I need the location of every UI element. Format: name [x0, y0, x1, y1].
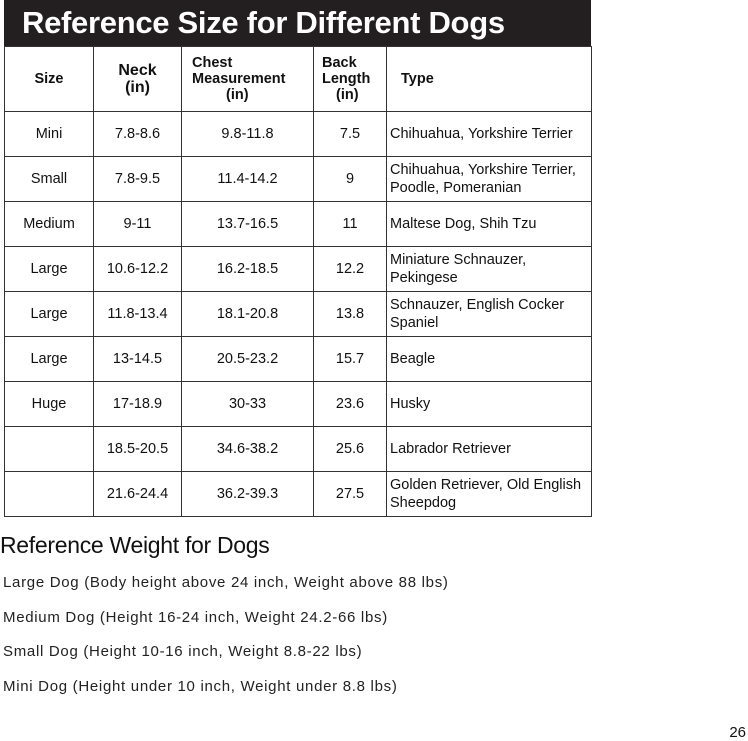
- cell-back: 7.5: [314, 112, 387, 157]
- cell-back: 11: [314, 202, 387, 247]
- cell-type: Miniature Schnauzer, Pekingese: [387, 247, 592, 292]
- cell-type: Maltese Dog, Shih Tzu: [387, 202, 592, 247]
- cell-neck: 13-14.5: [94, 337, 182, 382]
- cell-back: 27.5: [314, 472, 387, 517]
- table-header-row: [5, 47, 592, 112]
- table-row: [5, 382, 592, 427]
- cell-back: 25.6: [314, 427, 387, 472]
- cell-chest: 16.2-18.5: [182, 247, 314, 292]
- cell-size: Huge: [5, 382, 94, 427]
- header-back: Back Length (in): [314, 47, 387, 112]
- cell-type: Golden Retriever, Old English Sheepdog: [387, 472, 592, 517]
- cell-type: Chihuahua, Yorkshire Terrier, Poodle, Pomeranian: [387, 157, 592, 202]
- cell-type: Schnauzer, English Cocker Spaniel: [387, 292, 592, 337]
- weight-section-title: Reference Weight for Dogs: [0, 532, 270, 558]
- cell-neck: 9-11: [94, 202, 182, 247]
- cell-chest: 9.8-11.8: [182, 112, 314, 157]
- cell-type: Beagle: [387, 337, 592, 382]
- table-row: [5, 337, 592, 382]
- cell-neck: 18.5-20.5: [94, 427, 182, 472]
- cell-back: 12.2: [314, 247, 387, 292]
- cell-back: 23.6: [314, 382, 387, 427]
- cell-neck: 10.6-12.2: [94, 247, 182, 292]
- cell-chest: 11.4-14.2: [182, 157, 314, 202]
- cell-neck: 21.6-24.4: [94, 472, 182, 517]
- cell-type: Labrador Retriever: [387, 427, 592, 472]
- table-row: [5, 157, 592, 202]
- cell-size: [5, 472, 94, 517]
- cell-neck: 7.8-8.6: [94, 112, 182, 157]
- cell-chest: 36.2-39.3: [182, 472, 314, 517]
- table-row: [5, 112, 592, 157]
- list-item: Medium Dog (Height 16-24 inch, Weight 24.2-66 lbs): [3, 608, 388, 626]
- cell-size: Small: [5, 157, 94, 202]
- page-title: Reference Size for Different Dogs: [4, 0, 591, 46]
- header-type: Type: [387, 47, 592, 112]
- table-row: [5, 292, 592, 337]
- cell-size: Large: [5, 337, 94, 382]
- cell-size: Medium: [5, 202, 94, 247]
- cell-size: Large: [5, 292, 94, 337]
- cell-chest: 30-33: [182, 382, 314, 427]
- cell-neck: 17-18.9: [94, 382, 182, 427]
- table-row: [5, 247, 592, 292]
- cell-size: Large: [5, 247, 94, 292]
- cell-chest: 34.6-38.2: [182, 427, 314, 472]
- cell-size: [5, 427, 94, 472]
- header-chest: Chest Measurement (in): [182, 47, 314, 112]
- weight-list: [3, 574, 449, 712]
- table-row: [5, 472, 592, 517]
- cell-size: Mini: [5, 112, 94, 157]
- cell-chest: 20.5-23.2: [182, 337, 314, 382]
- cell-chest: 18.1-20.8: [182, 292, 314, 337]
- table-row: [5, 202, 592, 247]
- table-row: [5, 427, 592, 472]
- list-item: Large Dog (Body height above 24 inch, Weight above 88 lbs): [3, 574, 449, 591]
- cell-back: 15.7: [314, 337, 387, 382]
- cell-chest: 13.7-16.5: [182, 202, 314, 247]
- cell-type: Husky: [387, 382, 592, 427]
- list-item: Mini Dog (Height under 10 inch, Weight under 8.8 lbs): [3, 677, 398, 695]
- page-number: 26: [729, 724, 746, 741]
- list-item: Small Dog (Height 10-16 inch, Weight 8.8-22 lbs): [3, 643, 363, 660]
- size-reference-table: [4, 46, 592, 517]
- cell-neck: 11.8-13.4: [94, 292, 182, 337]
- header-neck: Neck (in): [94, 47, 182, 112]
- header-size: Size: [5, 47, 94, 112]
- cell-back: 13.8: [314, 292, 387, 337]
- cell-back: 9: [314, 157, 387, 202]
- cell-type: Chihuahua, Yorkshire Terrier: [387, 112, 592, 157]
- cell-neck: 7.8-9.5: [94, 157, 182, 202]
